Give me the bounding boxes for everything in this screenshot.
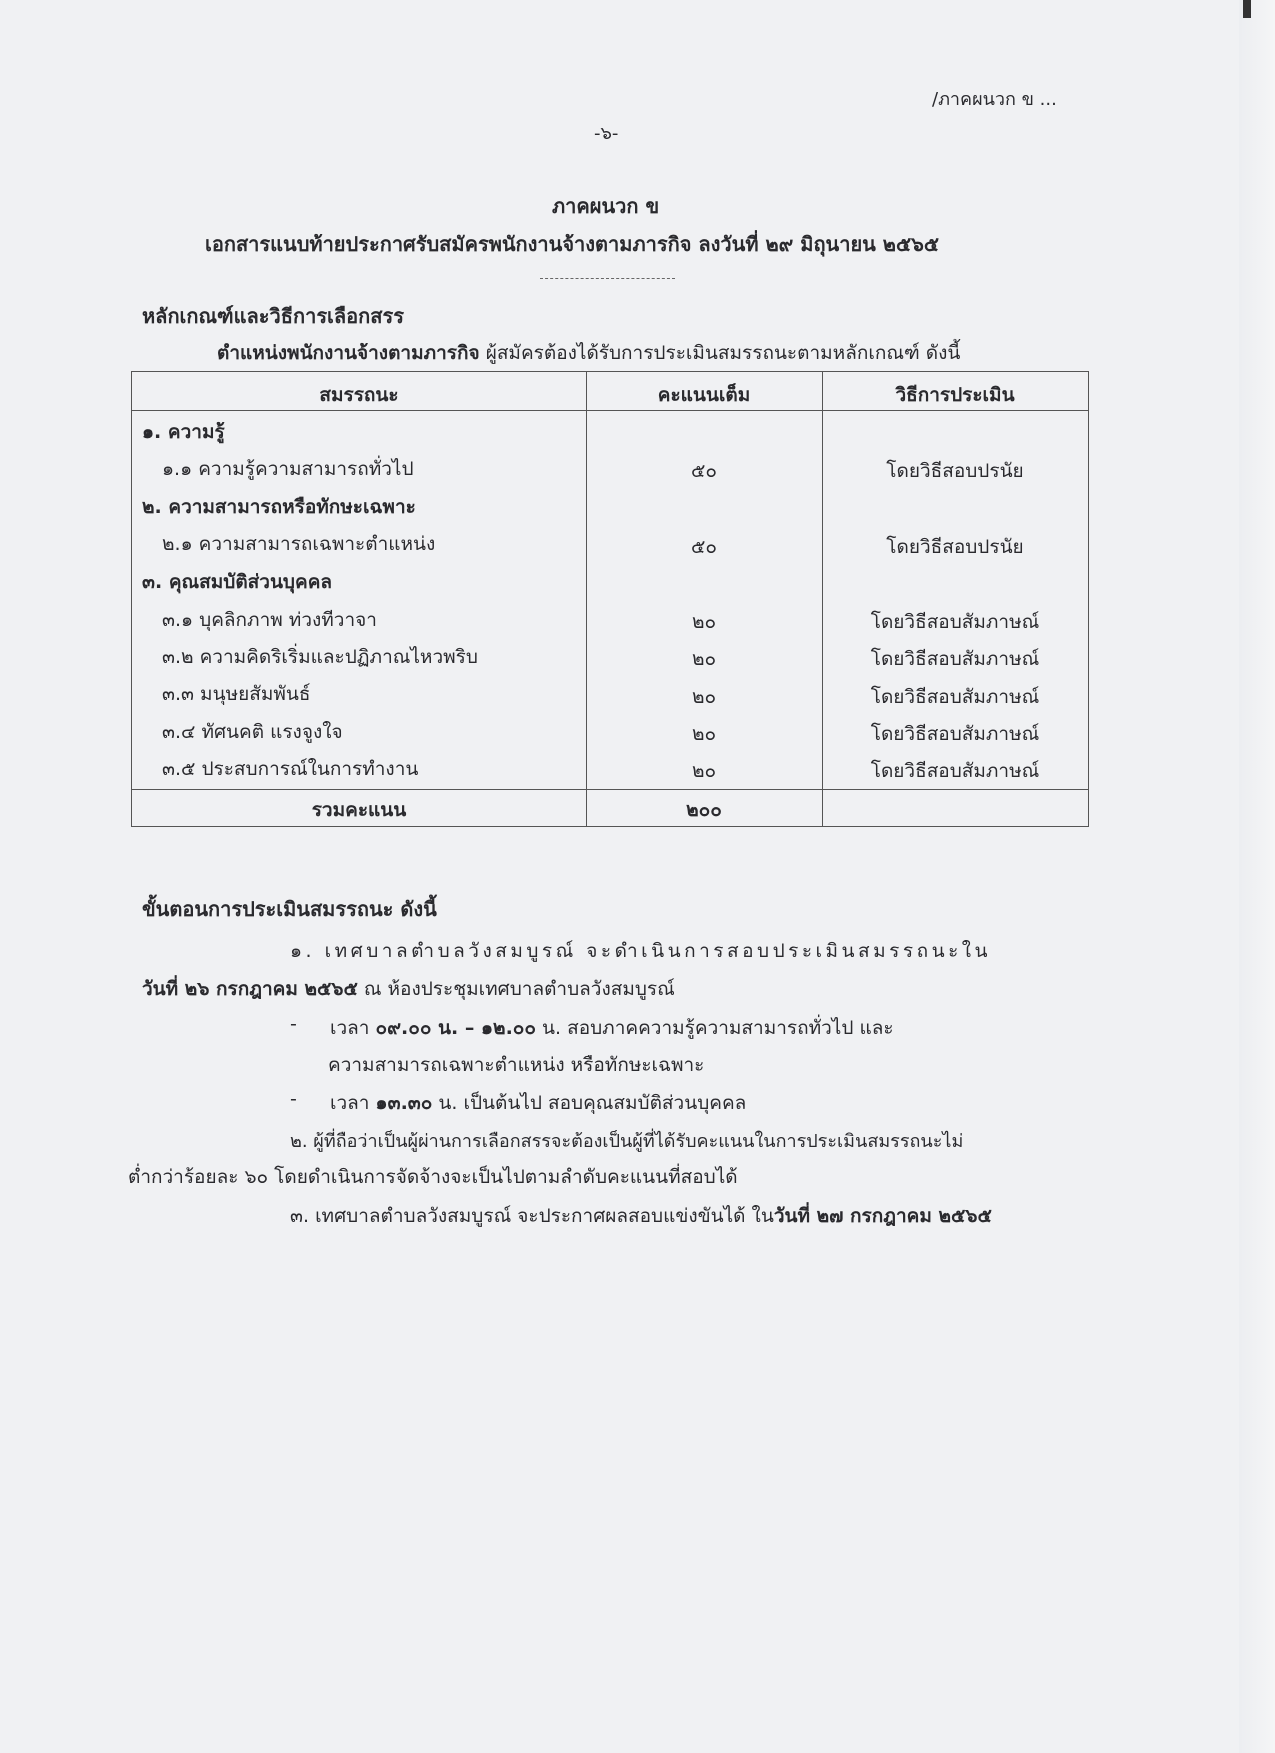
title-divider	[540, 278, 675, 279]
bullet1-line1	[330, 1013, 894, 1043]
title-line-2: เอกสารแนบท้ายประกาศรับสมัครพนักงานจ้างตามภารกิจ ลงวันที่ ๒๙ มิถุนายน ๒๕๖๕	[205, 232, 939, 256]
row-score: ๒๐	[691, 648, 717, 670]
bullet2-line	[330, 1088, 746, 1118]
row-score: ๒๐	[691, 611, 717, 633]
result-date: วันที่ ๒๗ กรกฎาคม ๒๕๖๕	[773, 1205, 992, 1227]
row-score: ๕๐	[691, 536, 717, 558]
bullet1-rest: น. สอบภาคความรู้ความสามารถทั่วไป และ	[536, 1017, 894, 1039]
bullet1-prefix: เวลา	[330, 1017, 376, 1039]
bullet1-line2: ความสามารถเฉพาะตำแหน่ง หรือทักษะเฉพาะ	[328, 1054, 705, 1076]
bullet-dash: -	[290, 1013, 297, 1035]
row-method: โดยวิธีสอบสัมภาษณ์	[870, 760, 1040, 782]
table-row: ๑.๑ ความรู้ความสามารถทั่วไป	[162, 458, 414, 480]
header-divider	[132, 410, 1088, 411]
step2-line1: ๒. ผู้ที่ถือว่าเป็นผู้ผ่านการเลือกสรรจะต้องเป็นผู้ที่ได้รับคะแนนในการประเมินสมรรถนะไม่	[290, 1131, 964, 1152]
table-row: ๓.๕ ประสบการณ์ในการทำงาน	[162, 758, 419, 780]
row-method: โดยวิธีสอบปรนัย	[886, 536, 1024, 558]
exam-venue: ณ ห้องประชุมเทศบาลตำบลวังสมบูรณ์	[357, 978, 675, 1000]
row-score: ๒๐	[691, 723, 717, 745]
page-edge	[1239, 0, 1275, 1753]
title-line-1: ภาคผนวก ข	[552, 194, 660, 218]
table-row: ๓. คุณสมบัติส่วนบุคคล	[142, 571, 333, 593]
bullet2-rest: น. เป็นต้นไป สอบคุณสมบัติส่วนบุคคล	[432, 1092, 747, 1114]
section1-intro-bold: ตำแหน่งพนักงานจ้างตามภารกิจ	[217, 342, 480, 364]
header-method: วิธีการประเมิน	[895, 384, 1015, 406]
step1-line2	[142, 974, 675, 1004]
scan-mark	[1243, 0, 1251, 18]
table-row: ๓.๓ มนุษยสัมพันธ์	[162, 683, 311, 705]
total-divider	[132, 789, 1088, 790]
table-row: ๓.๔ ทัศนคติ แรงจูงใจ	[162, 721, 343, 743]
step2-line2: ต่ำกว่าร้อยละ ๖๐ โดยดำเนินการจัดจ้างจะเป็นไปตามลำดับคะแนนที่สอบได้	[128, 1166, 738, 1188]
section1-intro-rest: ผู้สมัครต้องได้รับการประเมินสมรรถนะตามหลักเกณฑ์ ดังนี้	[479, 342, 961, 364]
header-full-score: คะแนนเต็ม	[657, 384, 751, 406]
row-method: โดยวิธีสอบปรนัย	[886, 460, 1024, 482]
step3-line	[290, 1201, 992, 1231]
row-score: ๒๐	[691, 760, 717, 782]
step1-line1: ๑. เทศบาลตำบลวังสมบูรณ์ จะดำเนินการสอบประเมินสมรรถนะใน	[290, 940, 992, 962]
row-method: โดยวิธีสอบสัมภาษณ์	[870, 686, 1040, 708]
page-number: -๖-	[594, 123, 619, 144]
exam-date: วันที่ ๒๖ กรกฎาคม ๒๕๖๕	[142, 978, 358, 1000]
continuation-note: /ภาคผนวก ข ...	[932, 89, 1057, 110]
table-row: ๒. ความสามารถหรือทักษะเฉพาะ	[142, 496, 416, 518]
section2-heading: ขั้นตอนการประเมินสมรรถนะ ดังนี้	[142, 897, 437, 921]
table-row: ๓.๑ บุคลิกภาพ ท่วงทีวาจา	[162, 609, 377, 631]
step3-text: ๓. เทศบาลตำบลวังสมบูรณ์ จะประกาศผลสอบแข่งขันได้ ใน	[290, 1205, 774, 1227]
total-label: รวมคะแนน	[311, 799, 407, 821]
bullet-dash: -	[290, 1088, 297, 1110]
table-row: ๑. ความรู้	[142, 421, 225, 443]
criteria-table	[131, 371, 1089, 827]
section1-heading: หลักเกณฑ์และวิธีการเลือกสรร	[142, 304, 404, 328]
afternoon-time: ๑๓.๓๐	[375, 1092, 433, 1114]
table-row: ๓.๒ ความคิดริเริ่มและปฏิภาณไหวพริบ	[162, 646, 478, 668]
total-score: ๒๐๐	[686, 799, 722, 821]
row-score: ๕๐	[691, 460, 717, 482]
row-score: ๒๐	[691, 686, 717, 708]
row-method: โดยวิธีสอบสัมภาษณ์	[870, 611, 1040, 633]
morning-time: ๐๙.๐๐ น. – ๑๒.๐๐	[375, 1017, 536, 1039]
bullet2-prefix: เวลา	[330, 1092, 376, 1114]
section1-intro	[217, 338, 960, 368]
row-method: โดยวิธีสอบสัมภาษณ์	[870, 648, 1040, 670]
row-method: โดยวิธีสอบสัมภาษณ์	[870, 723, 1040, 745]
table-row: ๒.๑ ความสามารถเฉพาะตำแหน่ง	[162, 533, 436, 555]
header-competency: สมรรถนะ	[319, 384, 399, 406]
